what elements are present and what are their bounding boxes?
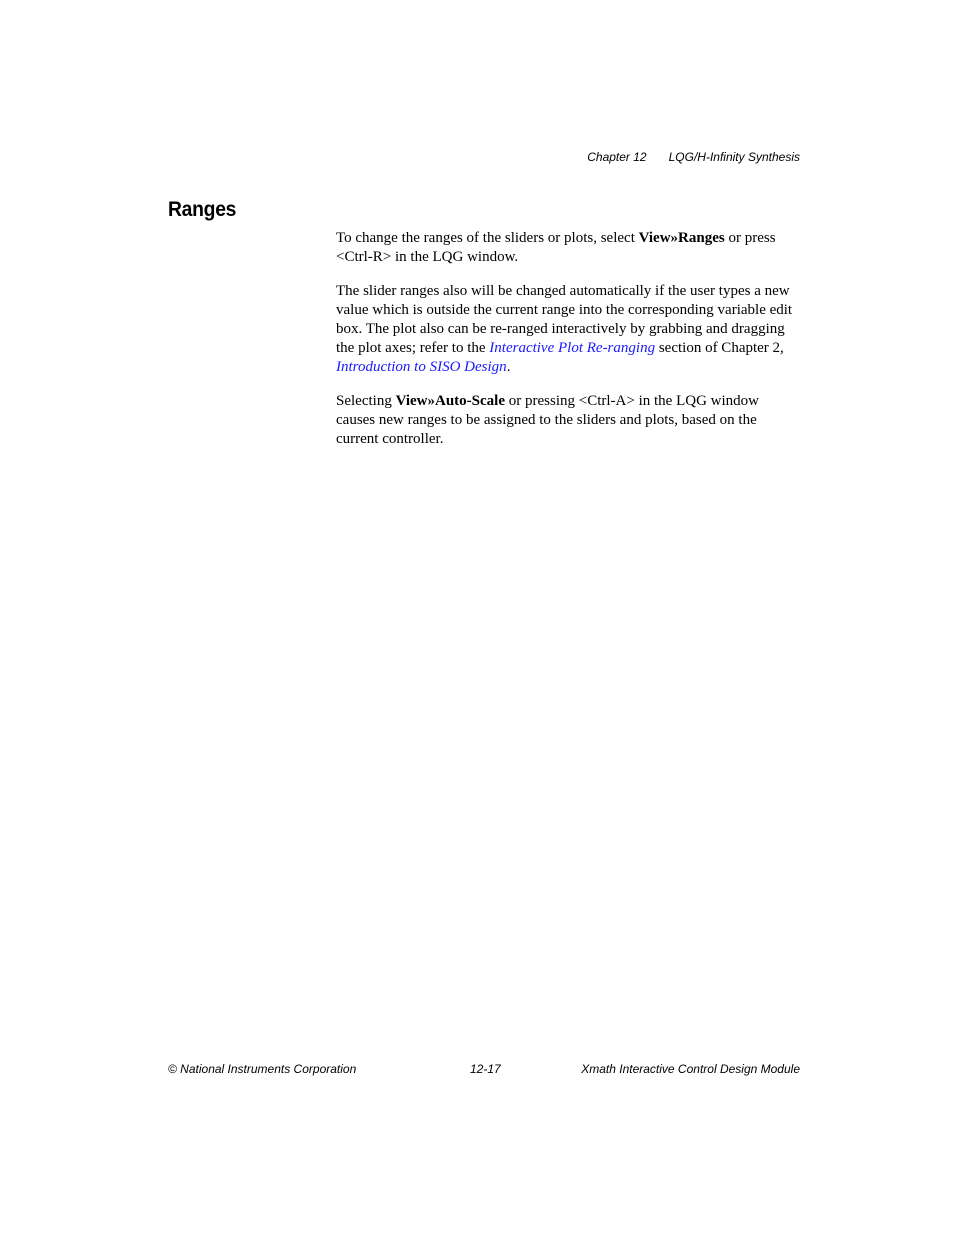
text-run: section of Chapter 2, bbox=[655, 340, 784, 356]
body-text bbox=[336, 229, 800, 464]
text-run: or press <Ctrl-R> in the LQG window. bbox=[336, 230, 776, 265]
menu-path-view-auto-scale: View»Auto-Scale bbox=[395, 393, 506, 409]
menu-path-view-ranges: View»Ranges bbox=[638, 230, 725, 246]
footer-page-number: 12-17 bbox=[470, 1062, 501, 1076]
text-run: To change the ranges of the sliders or plots, select bbox=[336, 230, 639, 246]
header-chapter: Chapter 12 bbox=[587, 150, 647, 164]
text-run: The slider ranges also will be changed automatically if the user types a new value which is outside the current range into the corresponding variable edit box. The plot also can be re-ranged interactively by grabbing and dragging the plot axes; refer to the bbox=[336, 283, 793, 356]
text-run: Selecting bbox=[336, 393, 396, 409]
paragraph-slider-ranges bbox=[336, 282, 800, 377]
link-introduction-siso-design[interactable]: Introduction to SISO Design bbox=[336, 359, 507, 375]
section-heading: Ranges bbox=[168, 198, 237, 221]
running-header bbox=[587, 150, 800, 164]
text-run: or pressing <Ctrl-A> in the LQG window causes new ranges to be assigned to the sliders and plots, based on the current controller. bbox=[336, 393, 759, 447]
text-run: . bbox=[506, 359, 511, 375]
paragraph-ranges-intro bbox=[336, 229, 800, 267]
footer-copyright: © National Instruments Corporation bbox=[168, 1062, 357, 1076]
footer-manual-title: Xmath Interactive Control Design Module bbox=[581, 1062, 800, 1076]
paragraph-auto-scale bbox=[336, 392, 800, 449]
header-title: LQG/H-Infinity Synthesis bbox=[668, 150, 800, 164]
link-interactive-plot-reranging[interactable]: Interactive Plot Re-ranging bbox=[489, 340, 656, 356]
